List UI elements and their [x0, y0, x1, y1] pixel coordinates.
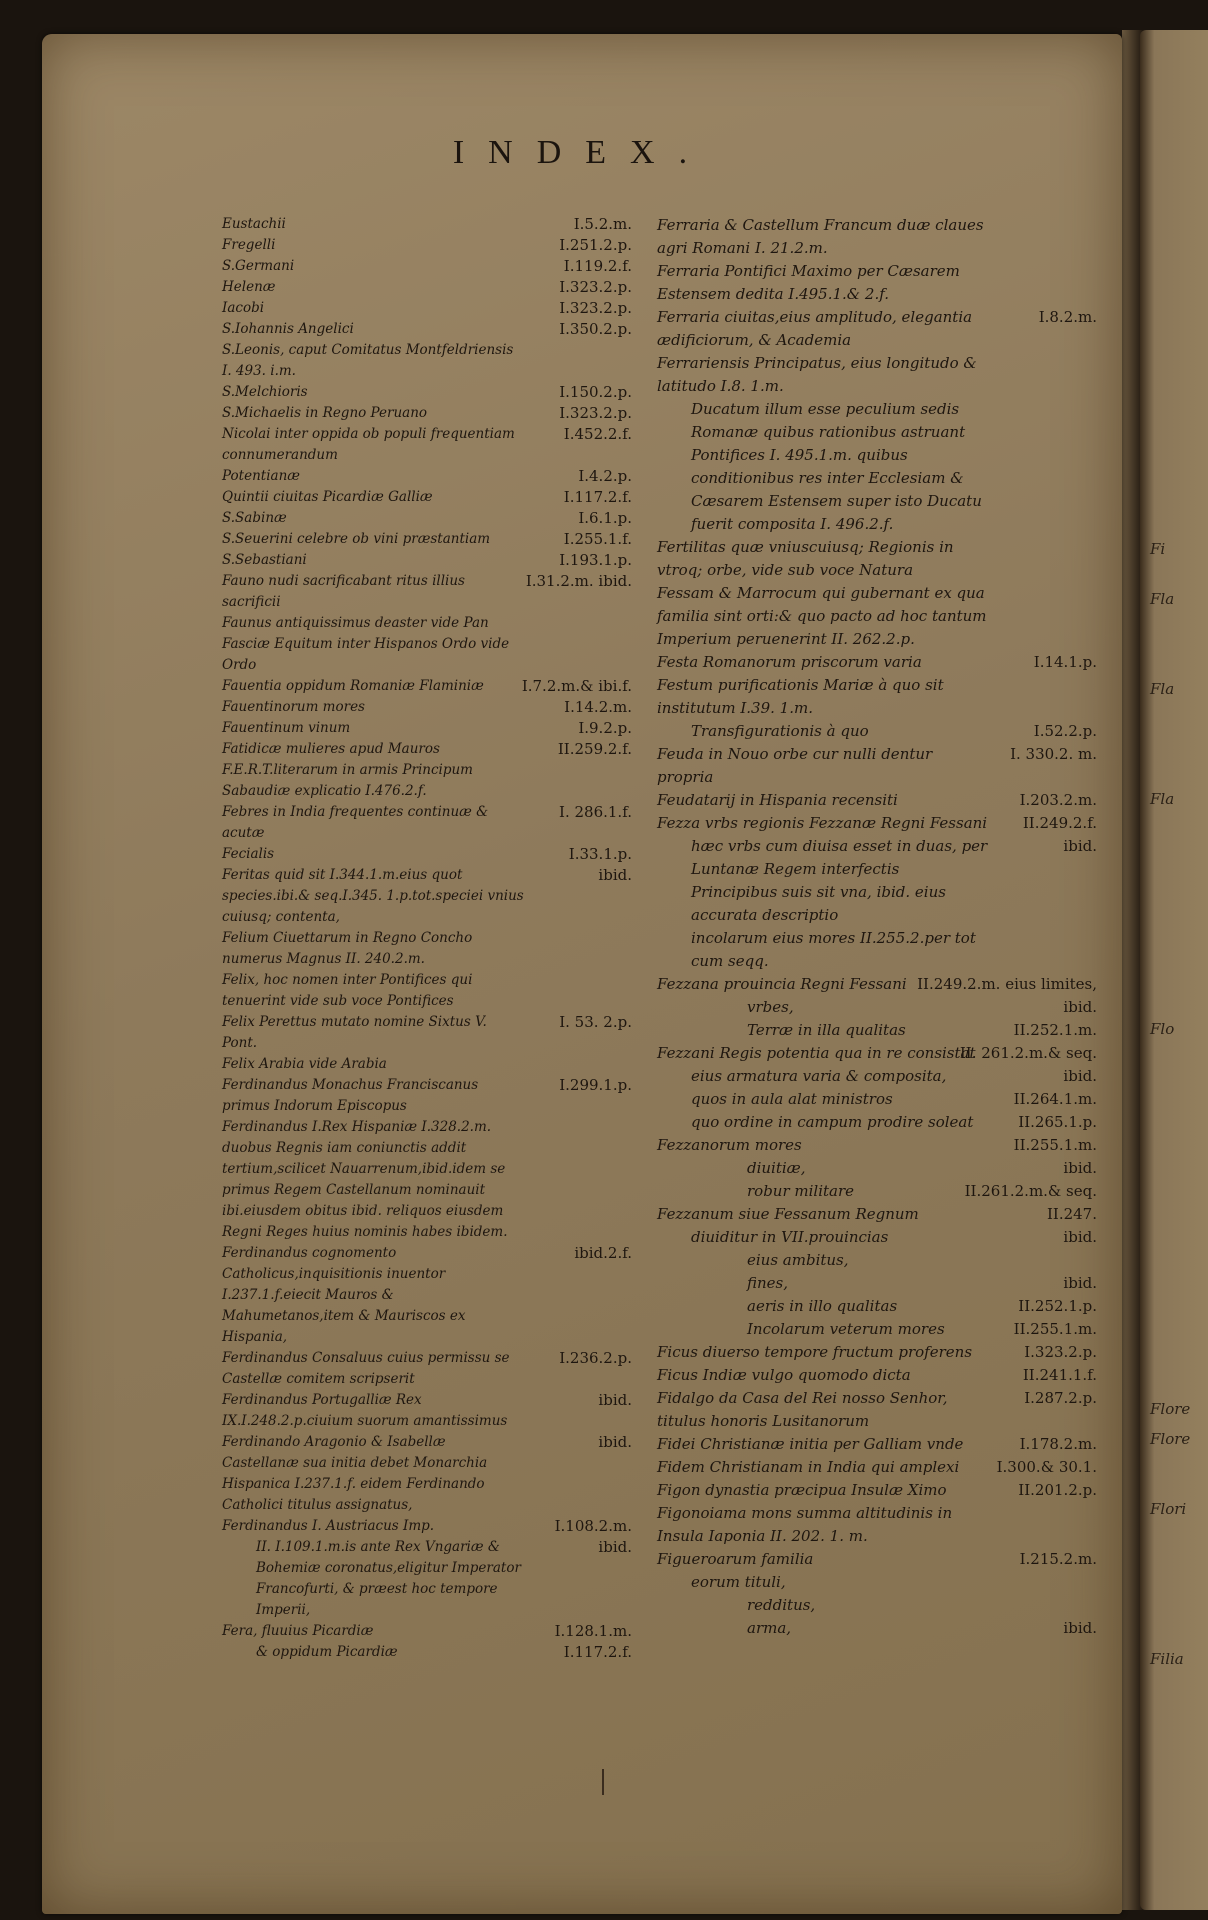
index-entry: [657, 582, 1097, 651]
index-entry: [657, 1295, 1097, 1318]
index-term: Nicolai inter oppida ob populi frequentiam connumerandum: [222, 426, 515, 463]
index-reference: ibid.: [1063, 1159, 1097, 1177]
index-reference: I.4.2.p.: [578, 467, 632, 485]
index-entry: [222, 1012, 632, 1054]
index-entry: [657, 1203, 1097, 1226]
index-reference: ibid.: [598, 1391, 632, 1409]
index-term: Ferdinandus cognomento Catholicus,inquisitionis inuentor I.237.1.f.eiecit Mauros & Mahumetanos,item & Mauriscos ex Hispania,: [222, 1245, 466, 1345]
index-term: Fera, fluuius Picardiæ: [222, 1623, 374, 1639]
index-entry: [222, 214, 632, 235]
index-reference: ibid.: [1063, 1274, 1097, 1292]
index-entry: [222, 298, 632, 319]
index-entry: [657, 973, 1097, 996]
index-term: eius armatura varia & composita,: [691, 1067, 947, 1085]
index-reference: II.261.2.m.& seq.: [964, 1182, 1097, 1200]
index-term: Fatidicæ mulieres apud Mauros: [222, 741, 440, 757]
index-reference: I.193.1.p.: [559, 551, 632, 569]
index-term: Fessam & Marrocum qui gubernant ex qua familia sint orti:& quo pacto ad hoc tantum Imperium peruenerint II. 262.2.p.: [657, 584, 987, 648]
index-reference: I.14.2.m.: [564, 698, 632, 716]
index-term: Quintii ciuitas Picardiæ Galliæ: [222, 489, 433, 505]
index-entry: [222, 235, 632, 256]
index-entry: [657, 1088, 1097, 1111]
index-entry: [657, 1249, 1097, 1272]
index-entry: [222, 760, 632, 802]
index-term: Feudatarij in Hispania recensiti: [657, 791, 898, 809]
page-title: INDEX.: [452, 134, 712, 171]
index-term: Ducatum illum esse peculium sedis Romanæ quibus rationibus astruant Pontifices I. 495.1.m. quibus conditionibus res inter Ecclesiam & Cæsarem Estensem super isto Ducatu fuerit composita I. 496.2.f.: [691, 400, 982, 533]
index-term: quos in aula alat ministros: [691, 1090, 893, 1108]
index-term: Ferrariensis Principatus, eius longitudo & latitudo I.8. 1.m.: [657, 354, 977, 395]
index-entry: [222, 529, 632, 550]
index-entry: [222, 1642, 632, 1663]
index-entry: [657, 996, 1097, 1019]
index-term: S.Germani: [222, 258, 295, 274]
index-term: S.Melchioris: [222, 384, 308, 400]
index-entry: [222, 1054, 632, 1075]
index-term: quo ordine in campum prodire soleat: [691, 1113, 974, 1131]
index-entry: [657, 927, 1097, 973]
index-term: Fauentinum vinum: [222, 720, 351, 736]
index-term: Ficus diuerso tempore fructum proferens: [657, 1343, 973, 1361]
index-reference: II.247.: [1046, 1205, 1097, 1223]
index-reference: II.264.1.m.: [1013, 1090, 1097, 1108]
index-term: Fauentia oppidum Romaniæ Flaminiæ: [222, 678, 484, 694]
index-reference: I.452.2.f.: [563, 425, 632, 443]
index-entry: [222, 487, 632, 508]
index-entry: [222, 1243, 632, 1348]
left-index-column: [222, 214, 632, 1663]
index-reference: II.255.1.m.: [1013, 1320, 1097, 1338]
index-reference: ibid.: [598, 1538, 632, 1556]
index-term: Ferraria Pontifici Maximo per Cæsarem Estensem dedita I.495.1.& 2.f.: [657, 262, 960, 303]
index-reference: I.117.2.f.: [563, 1643, 632, 1661]
index-term: Fauno nudi sacrificabant ritus illius sacrificii: [222, 573, 465, 610]
index-reference: II.249.2.f.: [1022, 814, 1097, 832]
margin-fragment: Fla: [1150, 590, 1175, 608]
index-term: S.Iohannis Angelici: [222, 321, 354, 337]
index-term: fines,: [747, 1274, 789, 1292]
index-entry: [657, 1019, 1097, 1042]
index-term: Fidem Christianam in India qui amplexi: [657, 1458, 960, 1476]
index-term: Iacobi: [222, 300, 265, 316]
index-term: Transfigurationis à quo: [691, 722, 869, 740]
index-term: Ferdinandus I.Rex Hispaniæ I.328.2.m. duobus Regnis iam coniunctis addit tertium,scilicet Nauarrenum,ibid.idem se primus Regem Castellanum nominauit ibi.eiusdem obitus ibid. reliquos eiusdem Regni Reges huius nominis habes ibidem.: [222, 1119, 508, 1240]
index-term: Fertilitas quæ vniuscuiusq; Regionis in vtroq; orbe, vide sub voce Natura: [657, 538, 954, 579]
index-term: Figueroarum familia: [657, 1550, 814, 1568]
index-entry: [657, 352, 1097, 398]
index-reference: II.255.1.m.: [1013, 1136, 1097, 1154]
index-reference: ibid.: [1063, 998, 1097, 1016]
index-entry: [657, 1594, 1097, 1617]
index-reference: I.215.2.m.: [1019, 1550, 1097, 1568]
index-term: Fidei Christianæ initia per Galliam vnde: [657, 1435, 964, 1453]
index-entry: [222, 256, 632, 277]
index-term: F.E.R.T.literarum in armis Principum Sabaudiæ explicatio I.476.2.f.: [222, 762, 473, 799]
index-term: Febres in India frequentes continuæ & acutæ: [222, 804, 489, 841]
index-entry: [657, 1479, 1097, 1502]
margin-fragment: Fla: [1150, 680, 1175, 698]
index-term: Fauentinorum mores: [222, 699, 365, 715]
index-term: Fezzanum siue Fessanum Regnum: [657, 1205, 919, 1223]
index-entry: [657, 398, 1097, 536]
index-reference: I.300.& 30.1.: [996, 1458, 1097, 1476]
index-term: diuiditur in VII.prouincias: [691, 1228, 889, 1246]
index-reference: I.128.1.m.: [554, 1622, 632, 1640]
index-entry: [222, 340, 632, 382]
index-entry: [222, 739, 632, 760]
index-entry: [222, 403, 632, 424]
index-reference: I. 53. 2.p.: [559, 1013, 632, 1031]
index-entry: [657, 1456, 1097, 1479]
index-entry: [222, 802, 632, 844]
facing-page-edge: [1140, 30, 1208, 1910]
index-entry: [657, 260, 1097, 306]
index-entry: [657, 674, 1097, 720]
index-entry: [657, 1433, 1097, 1456]
margin-fragment: Flore: [1150, 1400, 1191, 1418]
index-reference: ibid.: [1063, 837, 1097, 855]
index-reference: I.203.2.m.: [1019, 791, 1097, 809]
index-term: Festa Romanorum priscorum varia: [657, 653, 922, 671]
index-entry: [657, 536, 1097, 582]
index-reference: I.299.1.p.: [559, 1076, 632, 1094]
index-term: Ficus Indiæ vulgo quomodo dicta: [657, 1366, 911, 1384]
index-reference: ibid.: [598, 866, 632, 884]
index-term: Helenæ: [222, 279, 276, 295]
index-reference: II. 261.2.m.& seq.: [959, 1044, 1097, 1062]
index-reference: ibid.: [1063, 1067, 1097, 1085]
index-reference: II.265.1.p.: [1018, 1113, 1097, 1131]
index-entry: [657, 1548, 1097, 1571]
index-reference: I.117.2.f.: [563, 488, 632, 506]
index-entry: [222, 844, 632, 865]
index-entry: [222, 550, 632, 571]
index-entry: [657, 1387, 1097, 1433]
index-entry: [657, 1180, 1097, 1203]
index-entry: [222, 1537, 632, 1621]
index-reference: I.323.2.p.: [559, 278, 632, 296]
index-term: Incolarum veterum mores: [747, 1320, 945, 1338]
index-term: Ferraria & Castellum Francum duæ claues agri Romani I. 21.2.m.: [657, 216, 984, 257]
index-entry: [657, 1226, 1097, 1249]
index-term: Fidalgo da Casa del Rei nosso Senhor, titulus honoris Lusitanorum: [657, 1389, 948, 1430]
index-entry: [657, 1157, 1097, 1180]
index-term: Figon dynastia præcipua Insulæ Ximo: [657, 1481, 947, 1499]
index-reference: I.31.2.m. ibid.: [525, 572, 632, 590]
index-reference: II.252.1.p.: [1018, 1297, 1097, 1315]
index-term: diuitiæ,: [747, 1159, 806, 1177]
index-reference: I.119.2.f.: [563, 257, 632, 275]
index-entry: [657, 1617, 1097, 1640]
index-term: Terræ in illa qualitas: [747, 1021, 906, 1039]
margin-fragment: Fi: [1150, 540, 1166, 558]
index-reference: I.287.2.p.: [1024, 1389, 1097, 1407]
margin-fragment: Flo: [1150, 1020, 1175, 1038]
index-term: Fezzani Regis potentia qua in re consistat: [657, 1044, 976, 1062]
index-reference: I.350.2.p.: [559, 320, 632, 338]
index-entry: [222, 1117, 632, 1243]
index-entry: [657, 214, 1097, 260]
index-term: aeris in illo qualitas: [747, 1297, 898, 1315]
margin-fragment: Fla: [1150, 790, 1175, 808]
index-reference: ibid.2.f.: [574, 1244, 632, 1262]
index-entry: [657, 1065, 1097, 1088]
index-term: Felix Arabia vide Arabia: [222, 1056, 387, 1072]
index-term: Figonoiama mons summa altitudinis in Insula Iaponia II. 202. 1. m.: [657, 1504, 953, 1545]
index-entry: [222, 424, 632, 466]
index-reference: I.323.2.p.: [1024, 1343, 1097, 1361]
index-reference: I.6.1.p.: [578, 509, 632, 527]
index-term: Fasciæ Equitum inter Hispanos Ordo vide Ordo: [222, 636, 510, 673]
index-term: vrbes,: [747, 998, 794, 1016]
index-term: Ferdinandus Portugalliæ Rex IX.I.248.2.p.ciuium suorum amantissimus: [222, 1392, 508, 1429]
index-entry: [222, 676, 632, 697]
index-reference: II.259.2.f.: [557, 740, 632, 758]
index-reference: I.8.2.m.: [1038, 308, 1097, 326]
index-term: Potentianæ: [222, 468, 300, 484]
index-term: Ferdinandus I. Austriacus Imp.: [222, 1518, 435, 1534]
index-term: S.Seuerini celebre ob vini præstantiam: [222, 531, 491, 547]
index-reference: II.201.2.p.: [1018, 1481, 1097, 1499]
index-term: Fecialis: [222, 846, 275, 862]
index-entry: [657, 1134, 1097, 1157]
index-term: eius ambitus,: [747, 1251, 849, 1269]
index-term: & oppidum Picardiæ: [256, 1644, 398, 1660]
index-reference: I.14.1.p.: [1033, 653, 1097, 671]
index-reference: I. 330.2. m.: [1010, 745, 1097, 763]
index-entry: [657, 1042, 1097, 1065]
index-entry: [222, 508, 632, 529]
index-entry: [222, 1348, 632, 1390]
index-term: Fezzanorum mores: [657, 1136, 802, 1154]
index-term: Festum purificationis Mariæ à quo sit institutum I.39. 1.m.: [657, 676, 944, 717]
index-page: [42, 34, 1122, 1914]
index-reference: ibid.: [1063, 1228, 1097, 1246]
index-entry: [222, 1390, 632, 1432]
index-term: Fezza vrbs regionis Fezzanæ Regni Fessani: [657, 814, 988, 832]
index-entry: [222, 613, 632, 634]
index-reference: II.249.2.m. eius limites,: [917, 975, 1097, 993]
index-term: S.Sebastiani: [222, 552, 307, 568]
index-term: Feuda in Nouo orbe cur nulli dentur propria: [657, 745, 933, 786]
index-term: eorum tituli,: [691, 1573, 786, 1591]
index-term: redditus,: [747, 1596, 816, 1614]
index-reference: I.323.2.p.: [559, 404, 632, 422]
margin-fragment: Filia: [1150, 1650, 1184, 1668]
index-entry: [222, 970, 632, 1012]
index-entry: [657, 743, 1097, 789]
index-reference: ibid.: [598, 1433, 632, 1451]
index-reference: ibid.: [1063, 1619, 1097, 1637]
index-term: S.Michaelis in Regno Peruano: [222, 405, 428, 421]
index-term: S.Leonis, caput Comitatus Montfeldriensis I. 493. i.m.: [222, 342, 514, 379]
index-term: Ferdinando Aragonio & Isabellæ Castellanæ sua initia debet Monarchia Hispanica I.237.1.f. eidem Ferdinando Catholici titulus assignatus,: [222, 1434, 488, 1513]
index-entry: [657, 812, 1097, 835]
index-entry: [222, 718, 632, 739]
index-reference: I.9.2.p.: [578, 719, 632, 737]
index-reference: I. 286.1.f.: [559, 803, 632, 821]
index-term: robur militare: [747, 1182, 855, 1200]
index-entry: [657, 306, 1097, 352]
index-reference: I.236.2.p.: [559, 1349, 632, 1367]
index-reference: I.7.2.m.& ibi.f.: [521, 677, 632, 695]
index-entry: [222, 571, 632, 613]
index-entry: [222, 928, 632, 970]
index-entry: [222, 634, 632, 676]
index-entry: [657, 789, 1097, 812]
index-term: Feritas quid sit I.344.1.m.eius quot species.ibi.& seq.I.345. 1.p.tot.speciei vnius cuiusq; contenta,: [222, 867, 524, 925]
index-term: S.Sabinæ: [222, 510, 287, 526]
index-term: Ferdinandus Consaluus cuius permissu se Castellæ comitem scripserit: [222, 1350, 510, 1387]
index-term: hæc vrbs cum diuisa esset in duas, per Luntanæ Regem interfectis Principibus suis sit vna, ibid. eius accurata descriptio: [691, 837, 988, 924]
index-reference: I.33.1.p.: [568, 845, 632, 863]
index-entry: [657, 1111, 1097, 1134]
index-term: Felium Ciuettarum in Regno Concho numerus Magnus II. 240.2.m.: [222, 930, 473, 967]
index-term: Ferdinandus Monachus Franciscanus primus Indorum Episcopus: [222, 1077, 479, 1114]
index-term: Ferraria ciuitas,eius amplitudo, elegantia ædificiorum, & Academia: [657, 308, 973, 349]
index-entry: [657, 835, 1097, 927]
index-reference: I.52.2.p.: [1033, 722, 1097, 740]
index-entry: [657, 1318, 1097, 1341]
index-entry: [222, 697, 632, 718]
index-term: incolarum eius mores II.255.2.per tot cum seqq.: [691, 929, 976, 970]
index-reference: I.323.2.p.: [559, 299, 632, 317]
margin-fragment: Flori: [1150, 1500, 1187, 1518]
index-entry: [657, 720, 1097, 743]
index-reference: II.241.1.f.: [1022, 1366, 1097, 1384]
index-reference: I.255.1.f.: [563, 530, 632, 548]
index-term: II. I.109.1.m.is ante Rex Vngariæ & Bohemiæ coronatus,eligitur Imperator Francofurti, & præest hoc tempore Imperii,: [256, 1539, 521, 1618]
index-term: arma,: [747, 1619, 792, 1637]
index-entry: [222, 466, 632, 487]
index-entry: [657, 1341, 1097, 1364]
index-entry: [222, 1516, 632, 1537]
index-entry: [222, 1432, 632, 1516]
index-entry: [657, 1571, 1097, 1594]
index-entry: [222, 1621, 632, 1642]
index-entry: [222, 382, 632, 403]
index-term: Fezzana prouincia Regni Fessani: [657, 975, 907, 993]
index-term: Fregelli: [222, 237, 276, 253]
right-index-column: [657, 214, 1097, 1640]
index-entry: [657, 1364, 1097, 1387]
index-entry: [222, 865, 632, 928]
index-entry: [222, 1075, 632, 1117]
index-entry: [222, 319, 632, 340]
index-reference: I.108.2.m.: [554, 1517, 632, 1535]
index-term: Felix Perettus mutato nomine Sixtus V. Pont.: [222, 1014, 487, 1051]
index-reference: I.5.2.m.: [573, 215, 632, 233]
index-reference: I.150.2.p.: [559, 383, 632, 401]
index-entry: [657, 1272, 1097, 1295]
index-entry: [222, 277, 632, 298]
index-entry: [657, 1502, 1097, 1548]
index-term: Felix, hoc nomen inter Pontifices qui tenuerint vide sub voce Pontifices: [222, 972, 473, 1009]
index-entry: [657, 651, 1097, 674]
index-term: Eustachii: [222, 216, 286, 232]
index-reference: II.252.1.m.: [1013, 1021, 1097, 1039]
margin-fragment: Flore: [1150, 1430, 1191, 1448]
index-term: Faunus antiquissimus deaster vide Pan: [222, 615, 489, 631]
page-mark: [602, 1769, 604, 1795]
index-reference: I.178.2.m.: [1019, 1435, 1097, 1453]
index-reference: I.251.2.p.: [559, 236, 632, 254]
